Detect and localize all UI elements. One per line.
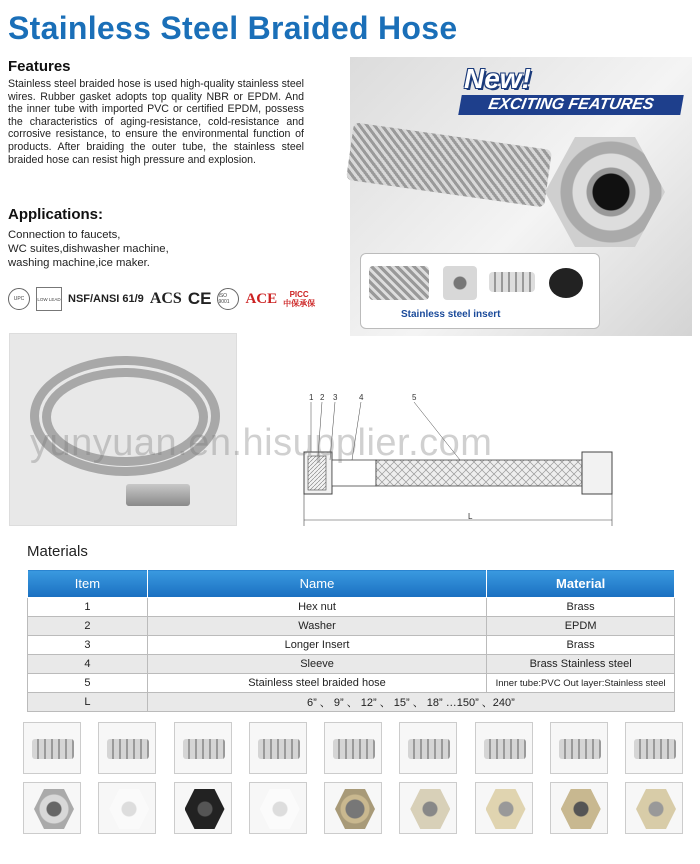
applications-line-3: washing machine,ice maker. xyxy=(8,257,150,269)
insert-image xyxy=(484,739,526,759)
cell-material: Brass Stainless steel xyxy=(487,655,675,674)
nut-image xyxy=(185,789,225,829)
nut-image xyxy=(34,789,74,829)
materials-table xyxy=(27,569,675,712)
insert-image xyxy=(258,739,300,759)
cell-item: 2 xyxy=(28,617,148,636)
cell-name: Hex nut xyxy=(147,598,486,617)
diagram-length-label: L xyxy=(468,512,473,521)
nut-thumbnail xyxy=(475,782,533,834)
nsf-logo: NSF/ANSI 61/9 xyxy=(68,293,144,305)
materials-heading: Materials xyxy=(27,543,88,560)
cell-name: Sleeve xyxy=(147,655,486,674)
insert-label: Stainless steel insert xyxy=(401,309,501,320)
nut-image xyxy=(410,789,450,829)
new-label: New! xyxy=(464,63,531,94)
cell-name: Stainless steel braided hose xyxy=(147,674,486,693)
nut-image xyxy=(561,789,601,829)
insert-thumbnail xyxy=(324,722,382,774)
insert-thumbnail xyxy=(475,722,533,774)
coil-fitting-image xyxy=(126,484,190,506)
cell-item: 1 xyxy=(28,598,148,617)
hex-nut-image xyxy=(545,137,665,247)
diagram-label-3: 3 xyxy=(333,393,338,402)
table-row xyxy=(28,655,675,674)
features-text: Stainless steel braided hose is used high-quality stainless steel wires. Rubber gasket adopts top quality NBR or EPDM. And the inner tube with imported PVC or certified EPDM, possess the characteristics of aging-resistance, cold-resistance and corrosive resistance, to ensure the environmental function of products. After braiding the outer tube, the stainless steel braided hose can resist high pressure and explosion. xyxy=(8,78,304,166)
insert-image xyxy=(107,739,149,759)
table-row xyxy=(28,674,675,693)
insert-thumbnail xyxy=(23,722,81,774)
washer-part-image xyxy=(549,268,583,298)
certification-logos xyxy=(8,285,338,313)
cell-material: EPDM xyxy=(487,617,675,636)
low-lead-logo-icon: LOW LEAD xyxy=(36,287,62,311)
features-heading: Features xyxy=(8,58,71,75)
picc-logo-text: PICC xyxy=(289,290,309,299)
table-row xyxy=(28,617,675,636)
nut-part-image xyxy=(443,266,477,300)
nut-thumbnail xyxy=(399,782,457,834)
insert-thumbnail xyxy=(399,722,457,774)
insert-thumbnail xyxy=(98,722,156,774)
nut-thumbnail xyxy=(550,782,608,834)
acs-logo: ACS xyxy=(149,290,182,307)
picc-logo xyxy=(283,290,315,308)
table-row xyxy=(28,693,675,712)
diagram-label-5: 5 xyxy=(412,393,417,402)
diagram-label-4: 4 xyxy=(359,393,364,402)
insert-image xyxy=(183,739,225,759)
nut-thumbnail xyxy=(249,782,307,834)
cell-material: Inner tube:PVC Out layer:Stainless steel xyxy=(487,674,675,693)
nut-thumbnail xyxy=(23,782,81,834)
nut-thumbnail xyxy=(98,782,156,834)
cell-name: Washer xyxy=(147,617,486,636)
applications-text xyxy=(8,228,308,270)
diagram-label-2: 2 xyxy=(320,393,325,402)
table-row xyxy=(28,598,675,617)
nut-gallery xyxy=(23,782,683,834)
new-features-badge xyxy=(450,63,680,117)
table-header-row xyxy=(28,570,675,598)
nut-thumbnail xyxy=(625,782,683,834)
applications-heading: Applications: xyxy=(8,206,104,223)
iso-logo-icon: ISO 9001 xyxy=(217,288,239,310)
watermark-text: yunyuan.en.hisupplier.com xyxy=(30,422,493,464)
exciting-features-banner: EXCITING FEATURES xyxy=(458,95,684,115)
nut-image xyxy=(486,789,526,829)
ace-logo: ACE xyxy=(245,290,278,307)
braided-hose-image xyxy=(346,122,552,207)
insert-image xyxy=(408,739,450,759)
product-photo xyxy=(350,57,692,336)
applications-line-1: Connection to faucets, xyxy=(8,229,121,241)
cell-item: 3 xyxy=(28,636,148,655)
nut-image xyxy=(109,789,149,829)
column-header-item: Item xyxy=(28,570,148,598)
diagram-label-1: 1 xyxy=(309,393,314,402)
insert-thumbnail xyxy=(625,722,683,774)
column-header-name: Name xyxy=(147,570,486,598)
insert-part-image xyxy=(489,272,535,292)
cell-name: Longer Insert xyxy=(147,636,486,655)
insert-thumbnail xyxy=(550,722,608,774)
nut-image xyxy=(335,789,375,829)
cell-item: 4 xyxy=(28,655,148,674)
page-title: Stainless Steel Braided Hose xyxy=(8,10,458,46)
cell-lengths: 6” 、 9” 、 12” 、 15” 、 18” …150” 、240” xyxy=(147,693,674,712)
cell-item: 5 xyxy=(28,674,148,693)
nut-thumbnail xyxy=(324,782,382,834)
column-header-material: Material xyxy=(487,570,675,598)
insert-gallery xyxy=(23,722,683,774)
diagram-end-nut xyxy=(582,452,612,494)
ce-logo: CE xyxy=(187,289,212,308)
applications-line-2: WC suites,dishwasher machine, xyxy=(8,243,169,255)
insert-image xyxy=(333,739,375,759)
cell-item: L xyxy=(28,693,148,712)
cell-material: Brass xyxy=(487,598,675,617)
insert-thumbnail xyxy=(174,722,232,774)
insert-image xyxy=(559,739,601,759)
insert-image xyxy=(32,739,74,759)
insert-detail-box xyxy=(360,253,600,329)
table-row xyxy=(28,636,675,655)
cell-material: Brass xyxy=(487,636,675,655)
nut-image xyxy=(636,789,676,829)
picc-logo-cn: 中保承保 xyxy=(283,299,316,308)
nut-image xyxy=(260,789,300,829)
insert-thumbnail xyxy=(249,722,307,774)
upc-logo-icon: UPC xyxy=(8,288,30,310)
hose-segment-image xyxy=(369,266,429,300)
nut-thumbnail xyxy=(174,782,232,834)
insert-image xyxy=(634,739,676,759)
